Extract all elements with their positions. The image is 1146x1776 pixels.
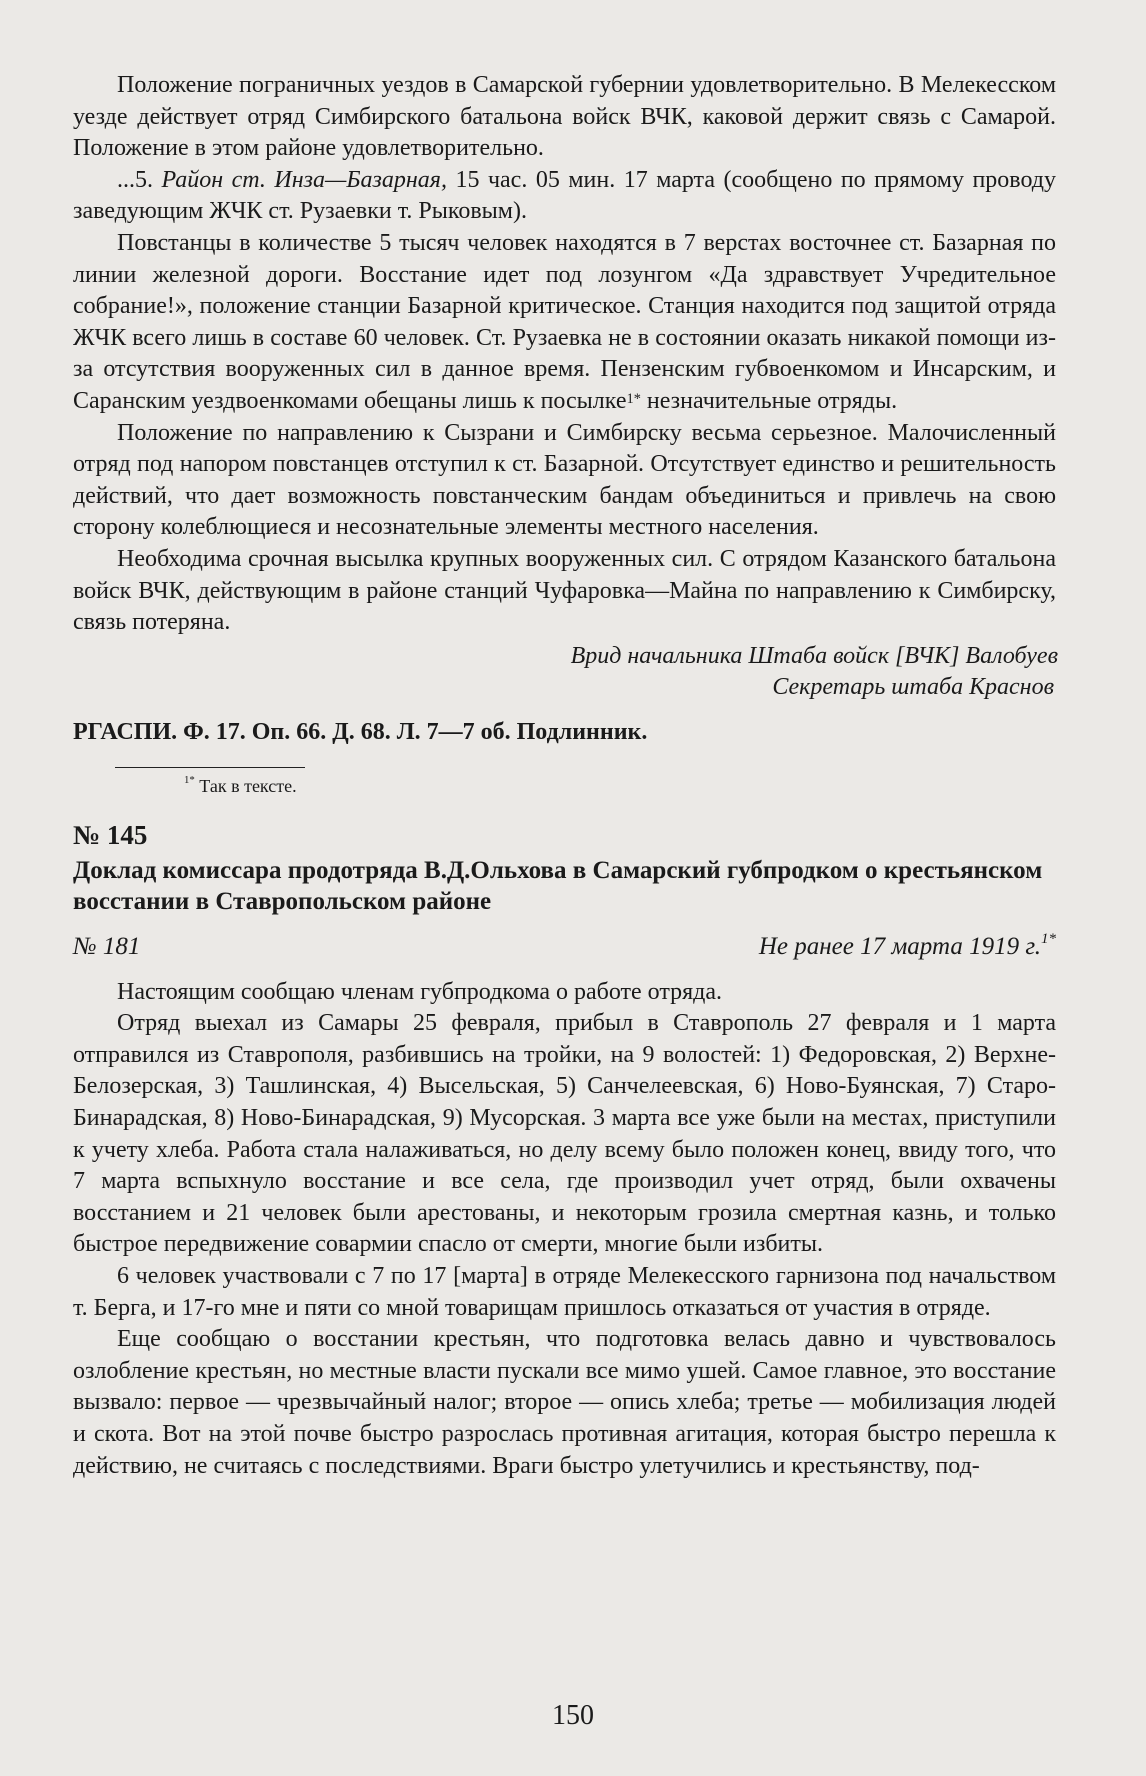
body-section [73, 977, 1056, 1483]
paragraph-3 [73, 228, 1056, 418]
signature-secretary: Секретарь штаба Краснов [772, 673, 1054, 700]
signature-chief: Врид начальника Штаба войск [ВЧК] Валобуев [570, 642, 1058, 669]
page-number: 150 [552, 1700, 594, 1731]
document-meta [73, 930, 1056, 961]
body-paragraph-1: Настоящим сообщаю членам губпродкома о работе отряда. [117, 978, 723, 1005]
paragraph-2 [73, 165, 1056, 228]
footnote [184, 773, 1056, 797]
place-name: Район ст. Инза—Базарная, [161, 166, 447, 193]
document-date [758, 930, 1056, 961]
paragraph-5: Необходима срочная высылка крупных вооруженных сил. С отрядом Казанского батальона войск ВЧК, действующим в районе станций Чуфаровка—Майна по направлению к Симбирску, связь потеряна. [73, 545, 1056, 636]
footnote-text: Так в тексте. [194, 775, 297, 796]
date-footnote-ref: 1* [1041, 930, 1056, 947]
item-prefix: ...5. [117, 166, 162, 193]
top-section [73, 70, 1056, 639]
footnote-divider [115, 767, 305, 768]
body-paragraph-2: Отряд выехал из Самары 25 февраля, прибыл в Ставрополь 27 февраля и 1 марта отправился из Ставрополя, разбившись на тройки, на 9 волостей: 1) Федоровская, 2) Верхне-Белозерская, 3) Ташлинская, 4) Высельская, 5) Санчелеевская, 6) Ново-Буянская, 7) Старо-Бинарадская, 8) Ново-Бинарадская, 9) Мусорская. 3 марта все уже были на местах, приступили к учету хлеба. Работа стала налаживаться, но делу всему было положен конец, ввиду того, что 7 марта вспыхнуло восстание и все села, где производил учет отряд, были охвачены восстанием и 21 человек были арестованы, и некоторым грозила смертная казнь, и только быстрое передвижение совармии спасло от смерти, многие были избиты. [73, 1010, 1056, 1258]
date-text: Не ранее 17 марта 1919 г. [758, 932, 1041, 960]
footnote-ref: 1* [626, 390, 641, 407]
footnote-mark: 1* [184, 773, 195, 786]
ref-number: № 181 [73, 932, 141, 960]
item-text: 15 час. 05 мин. 17 марта (сообщено по прямому проводу заведующим ЖЧК ст. Рузаевки т. Рыковым). [73, 166, 1056, 225]
body-paragraph-3: 6 человек участвовали с 7 по 17 [марта] в отряде Мелекесского гарнизона под начальством т. Берга, и 17-го мне и пяти со мной товарищам пришлось отказаться от участия в отряде. [73, 1263, 1056, 1321]
paragraph-4: Положение по направлению к Сызрани и Симбирску весьма серьезное. Малочисленный отряд под напором повстанцев отступил к ст. Базарной. Отсутствует единство и решительность действий, что дает возможность повстанческим бандам объединиться и привлечь на свою сторону колеблющиеся и несознательные элементы местного населения. [73, 419, 1056, 541]
document-title: Доклад комиссара продотряда В.Д.Ольхова в Самарский губпродком о крестьянском восстании в Ставропольском районе [73, 856, 1043, 915]
archive-reference: РГАСПИ. Ф. 17. Оп. 66. Д. 68. Л. 7—7 об. Подлинник. [73, 718, 648, 745]
document-number: № 145 [73, 819, 148, 850]
paragraph-1: Положение пограничных уездов в Самарской губернии удовлетворительно. В Мелекесском уезде действует отряд Симбирского батальона войск ВЧК, каковой держит связь с Самарой. Положение в этом районе удовлетворительно. [73, 72, 1056, 162]
paragraph-3-tail: незначительные отряды. [640, 387, 898, 414]
paragraph-3-text: Повстанцы в количестве 5 тысяч человек находятся в 7 верстах восточнее ст. Базарная по линии железной дороги. Восстание идет под лозунгом «Да здравствует Учредительное собрание!», положение станции Базарной критическое. Станция находится под защитой отряда ЖЧК всего лишь в составе 60 человек. Ст. Рузаевка не в состоянии оказать никакой помощи из-за отсутствия вооруженных сил в данное время. Пензенским губвоенкомом и Инсарским, и Саранским уездвоенкомами обещаны лишь к посылке [73, 229, 1056, 414]
body-paragraph-4: Еще сообщаю о восстании крестьян, что подготовка велась давно и чувствовалось озлобление крестьян, но местные власти пускали все мимо ушей. Самое главное, это восстание вызвало: первое — чрезвычайный налог; второе — опись хлеба; третье — мобилизация людей и скота. Вот на этой почве быстро разрослась противная агитация, которая быстро перешла к действию, не считаясь с последствиями. Враги быстро улетучились и крестьянству, под- [73, 1326, 1056, 1479]
